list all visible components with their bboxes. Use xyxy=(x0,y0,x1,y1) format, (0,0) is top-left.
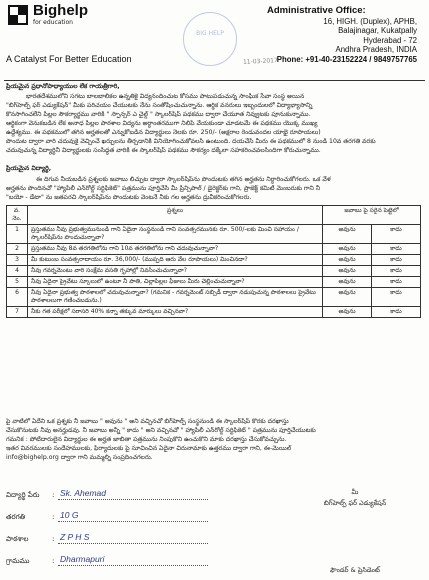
answer-no[interactable]: కాదు xyxy=(372,277,421,288)
row-number: 7 xyxy=(7,307,28,318)
answer-no[interactable]: కాదు xyxy=(372,307,421,318)
table-row xyxy=(7,244,421,255)
office-address xyxy=(247,4,417,65)
table-header-row xyxy=(7,206,421,225)
field-underline xyxy=(58,499,208,500)
class-field[interactable]: 10 G xyxy=(60,510,79,520)
col-header-question: ప్రశ్నలు xyxy=(28,206,323,225)
col-header-answer: జవాబు పై సరైన పెట్టెలో xyxy=(323,206,421,225)
para1-line: చదువుచున్న విద్యార్థినీ విద్యార్థులకు సంసిద్ధత వారికి ఈ స్కాలర్‌షిప్ పథకము సౌకర్యం దక్కేలా సహకరించవలసిందిగా కోరుచున్నాము. xyxy=(6,147,321,154)
question-text: ప్రస్తుతము నీవు 8వ తరగతిలోను గాని 10వ తరగతిలోను గాని చదువుచున్నావా? xyxy=(28,244,323,255)
answer-no[interactable]: కాదు xyxy=(372,255,421,266)
field-colon: : xyxy=(52,491,55,499)
row-number: 6 xyxy=(7,288,28,307)
para2-line: ఈ దిగువ నీయబడిన ప్రశ్నలకు జవాబు లిచ్చుట ద్వారా స్కాలర్‌షిప్‌ను పొందుటకు తగిన అర్హతను నిర్ధారించుకోగలరు. ఒక వేళ xyxy=(36,176,331,183)
field-underline xyxy=(58,543,208,544)
answer-yes[interactable]: అవును xyxy=(323,307,372,318)
signature-salutation: మీ xyxy=(351,488,359,496)
row-number: 2 xyxy=(7,244,28,255)
closing-line: ఇతర వివరములకు సందేహములకు, ఫిర్యాదులకు పై సూచించిన ఏదైనా చిరునామాకు ఉత్తరము ద్వారా గాని, ఈ-మెయిల్ xyxy=(6,445,292,452)
signature-org: బిగ్‌హెల్ప్ ఫర్ ఎడ్యుకేషన్ xyxy=(323,499,387,507)
salutation: ప్రియమైన ప్రధానోపాధ్యాయుల లేక గాయత్రీగారి, xyxy=(6,83,120,90)
field-label-student-name: విద్యార్థి పేరు xyxy=(6,491,40,499)
table-row xyxy=(7,307,421,318)
field-label-school: పాఠశాల xyxy=(6,535,29,543)
field-colon: : xyxy=(52,535,55,543)
tagline: A Catalyst For Better Education xyxy=(6,54,132,64)
row-number: 5 xyxy=(7,277,28,288)
para1-line: ఉద్దేశ్యము. ఈ పథకములో తగిన అర్హతలతో ఎన్నుకోబడిన విద్యార్థులు నెలకు రూ. 250/- (అక్షరాల రెండువందల యాభై రూపాయలు) xyxy=(6,129,321,136)
question-text: నీకు గత పరీక్షలో సరాసరి 40% కన్నా తక్కువ మార్కులు వచ్చినవా? xyxy=(28,307,323,318)
school-field[interactable]: Z P H S xyxy=(60,532,90,542)
table-row xyxy=(7,266,421,277)
brand-subtitle: for education xyxy=(33,19,73,26)
table-row xyxy=(7,225,421,244)
closing-line: గమనిక : పోటీదారులైన విద్యార్థుల ఈ అర్హత జాబితా పత్రమును నింపుకొని ఉంచుకొని మాకు దరఖాస్తు చేసుకోవచ్చును. xyxy=(6,436,287,443)
answer-no[interactable]: కాదు xyxy=(372,225,421,244)
row-number: 1 xyxy=(7,225,28,244)
header-divider xyxy=(4,80,425,81)
field-colon: : xyxy=(52,557,55,565)
student-name-field[interactable]: Sk. Ahemad xyxy=(60,488,106,498)
salutation-student: ప్రియమైన విద్యార్థి, xyxy=(6,165,52,172)
answer-yes[interactable]: అవును xyxy=(323,277,372,288)
answer-yes[interactable]: అవును xyxy=(323,288,372,307)
answer-yes[interactable]: అవును xyxy=(323,255,372,266)
address-line: Andhra Pradesh, INDIA xyxy=(335,45,417,55)
bighelp-logo xyxy=(8,5,28,25)
table-row xyxy=(7,277,421,288)
phone-number: Phone: +91-40-23152224 / 9849757765 xyxy=(276,54,417,64)
address-line: 16, HIGH. (Duplex), APHB, xyxy=(323,17,417,26)
question-text: నీవు ఏదైనా ప్రభుత్వ పాఠశాలలో చదువుచున్నావా? (గమనిక - గవర్నమెంట్ సబ్సిడీ ద్వారా నడుపుచున్న పాఠశాలలు ప్రైవేటు పాఠశాలలుగా గణించబడును.) xyxy=(28,288,323,307)
para2-line: అర్హతను పొందినచో "హ్యాపిలీ ఎన్‌రోల్డ్ సర్టిఫికెట్" పత్రమును పూర్తిచేసి మీ ప్రిన్సిపాల్ / డైరెక్టర్‌కు గాని, ప్రాజెక్ట్ కమిటీ మెంబరుకు గాని నీ xyxy=(6,185,321,192)
question-text: మీ కుటుంబ సంవత్సరాదాయం రూ. 36,000/- (ముప్పది ఆరు వేల రూపాయలు) మించినదా? xyxy=(28,255,323,266)
brand-name: Bighelp xyxy=(33,2,88,19)
stamp-date: 11-03-2017 xyxy=(242,57,279,66)
question-text: ప్రస్తుతము నీవు ప్రభుత్వమునుండి గాని ఏదైనా సంస్థనుండి గాని సంవత్సరమునకు రూ. 500/-లకు మించి సహాయం / స్కాలర్‌షిప్‌ను పొందుచున్నావా? xyxy=(28,225,323,244)
received-stamp xyxy=(183,12,237,66)
table-row xyxy=(7,255,421,266)
field-underline xyxy=(58,521,208,522)
para1-line: "బిగ్‌హెల్ప్ ఫర్ ఎడ్యుకేషన్" మీకు పరిచయం చేయుటకు నేను సంతోషించుచున్నాను. ఆర్థిక వనరులు ఇబ్బందులలో విద్యాభ్యాసాన్ని xyxy=(6,102,313,109)
col-header-number: వ. నెం. xyxy=(7,206,28,225)
field-label-class: తరగతి xyxy=(6,513,26,521)
row-number: 4 xyxy=(7,266,28,277)
address-line: Hyderabad - 72 xyxy=(363,35,417,45)
question-text: నీవు ఏదైనా ప్రైవేటు స్కూలులో ఉంటూ నీ పాతి, చిల్లాపిల్లల ఫీజులు మీరు చెల్లించుచున్నావా? xyxy=(28,277,323,288)
field-underline xyxy=(58,565,208,566)
stamp-text: BIG HELP xyxy=(196,30,224,37)
closing-line: info@bighelp.org ద్వారా గాని మమ్మల్ని సంప్రదించగలరు. xyxy=(6,454,153,461)
answer-yes[interactable]: అవును xyxy=(323,266,372,277)
field-label-village: గ్రామము xyxy=(6,557,30,565)
para2-line: "బయో - డేటా" ను జతపరచి స్కాలర్‌షిప్‌ను పొందుటకు వెంటనే నీకు గల అర్హతను ద్రువీకరించుకోగలరు. xyxy=(6,194,252,201)
para1-line: భారతదేశములోని సగటు బాలబాలికల ఉన్నతికై విద్యనందించుట కోసము పాటుపడుచున్న సాంఘిక సేవా సంస్థ అయిన xyxy=(26,93,305,100)
closing-line: పై వాటిలో ఏదేని ఒక ప్రశ్నకు నీ జవాబు " అవును " అని వచ్చినచో బిగ్‌హెల్ప్ సంస్థనుండి ఈ స్కాలర్‌షిప్ కొరకు దరఖాస్తు xyxy=(6,418,289,425)
field-colon: : xyxy=(52,513,55,521)
question-text: నీవు గవర్నమెంటు వారి సంక్షేమ వసతి గృహాల్లో నివసించుచున్నావా? xyxy=(28,266,323,277)
office-title: Administrative Office: xyxy=(267,5,366,16)
para1-line: పొందుట ద్వారా వారి చదువుకై వెచ్చించే ఖర్చులను తీర్చడానికి వినియోగించుకోవలసి ఉంటుంది. దయచేసి మీరు ఈ పథకములో 8 నుండి 10వ తరగతి వరకు xyxy=(6,138,376,145)
answer-no[interactable]: కాదు xyxy=(372,288,421,307)
answer-no[interactable]: కాదు xyxy=(372,266,421,277)
answer-no[interactable]: కాదు xyxy=(372,244,421,255)
row-number: 3 xyxy=(7,255,28,266)
address-line: Balajinagar, Kukatpally xyxy=(338,26,417,36)
closing-line: చేసుకొనుటకు నీవు అనర్హుడవు. నీ జవాబు అన్నీ " కాదు " అని వచ్చినచో " హ్యాపిలీ ఎన్‌రోల్డ్ సర్టిఫికెట్ " పత్రమును పూర్తిచేయుటకు xyxy=(6,427,316,434)
village-field[interactable]: Dharmapuri xyxy=(60,554,105,564)
para1-line: కొనసాగించలేని పిల్లల సౌకర్యార్థము వారికి " స్పాన్సర్ ఎ చైల్డ్ " స్కాలర్‌షిప్ పథకము ద్వారా చేయూత నివ్వుటకు పూనుకున్నాము. xyxy=(6,111,311,118)
answer-yes[interactable]: అవును xyxy=(323,244,372,255)
answer-yes[interactable]: అవును xyxy=(323,225,372,244)
eligibility-table xyxy=(6,205,421,318)
signature-title: ఫౌండర్ & ప్రెసిడెంట్ xyxy=(330,566,380,574)
table-row xyxy=(7,288,421,307)
para1-line: ఆర్థికంగా వెనుకబడిన లేక అనాధ పిల్లల పాఠశాల విద్యను అర్ధాంతరముగా నిలిపి వేయకుండా చూడటమే ఈ పథకము యొక్క ముఖ్య xyxy=(6,120,318,127)
